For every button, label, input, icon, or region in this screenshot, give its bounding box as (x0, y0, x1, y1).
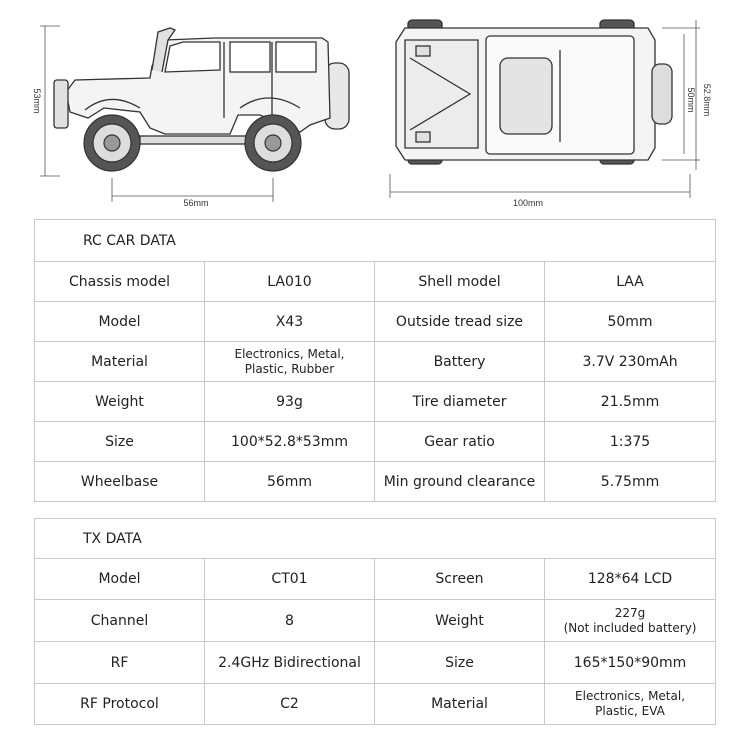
tx-label-rf-protocol: RF Protocol (35, 684, 205, 725)
rc-label-outside-tread: Outside tread size (375, 302, 545, 342)
rc-label-weight: Weight (35, 382, 205, 422)
tx-value-size: 165*150*90mm (545, 642, 716, 684)
rc-value-tire-diameter: 21.5mm (545, 382, 716, 422)
rc-label-size: Size (35, 422, 205, 462)
table-row (35, 600, 716, 642)
rc-label-gear-ratio: Gear ratio (375, 422, 545, 462)
rc-label-shell-model: Shell model (375, 262, 545, 302)
tx-value-material-line1: Electronics, Metal, (575, 689, 686, 703)
rc-car-data-table (34, 219, 716, 502)
tx-value-model: CT01 (205, 559, 375, 600)
tx-value-screen: 128*64 LCD (545, 559, 716, 600)
rc-value-model: X43 (205, 302, 375, 342)
table-row (35, 422, 716, 462)
tx-label-channel: Channel (35, 600, 205, 642)
rc-label-material: Material (35, 342, 205, 382)
tx-value-weight (545, 600, 716, 642)
tx-value-weight-line2: (Not included battery) (563, 620, 697, 635)
rc-value-material-line1: Electronics, Metal, (234, 346, 345, 361)
rc-value-ground-clearance: 5.75mm (545, 462, 716, 502)
vehicle-drawings (0, 0, 750, 215)
tx-value-channel: 8 (205, 600, 375, 642)
top-view-drawing (396, 20, 672, 164)
top-width-inner-label: 50mm (686, 87, 696, 113)
table-row (35, 684, 716, 725)
table-row (35, 382, 716, 422)
tx-label-size: Size (375, 642, 545, 684)
top-length-label: 100mm (512, 198, 544, 208)
wheelbase-label: 56mm (183, 198, 209, 208)
rc-label-model: Model (35, 302, 205, 342)
top-width-outer-label: 52.8mm (702, 83, 712, 117)
table-row (35, 559, 716, 600)
table-row (35, 462, 716, 502)
table-row (35, 342, 716, 382)
rc-value-battery: 3.7V 230mAh (545, 342, 716, 382)
tx-value-material-line2: Plastic, EVA (595, 704, 665, 718)
rc-value-chassis-model: LA010 (205, 262, 375, 302)
tx-value-weight-line1: 227g (614, 605, 646, 620)
side-height-label: 53mm (32, 88, 42, 114)
tx-label-rf: RF (35, 642, 205, 684)
rc-value-gear-ratio: 1:375 (545, 422, 716, 462)
rc-value-size: 100*52.8*53mm (205, 422, 375, 462)
tx-data-table (34, 518, 716, 725)
rc-value-shell-model: LAA (545, 262, 716, 302)
rc-label-tire-diameter: Tire diameter (375, 382, 545, 422)
tx-label-material: Material (375, 684, 545, 725)
rc-value-weight: 93g (205, 382, 375, 422)
tx-label-weight: Weight (375, 600, 545, 642)
rc-label-battery: Battery (375, 342, 545, 382)
rc-label-wheelbase: Wheelbase (35, 462, 205, 502)
table-row (35, 262, 716, 302)
table-row (35, 302, 716, 342)
table-row (35, 642, 716, 684)
rc-value-wheelbase: 56mm (205, 462, 375, 502)
tx-table-title: TX DATA (35, 519, 716, 559)
rc-label-ground-clearance: Min ground clearance (375, 462, 545, 502)
tx-value-rf: 2.4GHz Bidirectional (205, 642, 375, 684)
rc-value-material-line2: Plastic, Rubber (244, 361, 335, 376)
tx-label-model: Model (35, 559, 205, 600)
rc-label-chassis-model: Chassis model (35, 262, 205, 302)
tx-value-material (545, 684, 716, 725)
rc-value-material (205, 342, 375, 382)
rc-value-outside-tread: 50mm (545, 302, 716, 342)
tx-label-screen: Screen (375, 559, 545, 600)
tx-value-rf-protocol: C2 (205, 684, 375, 725)
rc-table-title: RC CAR DATA (35, 220, 716, 262)
